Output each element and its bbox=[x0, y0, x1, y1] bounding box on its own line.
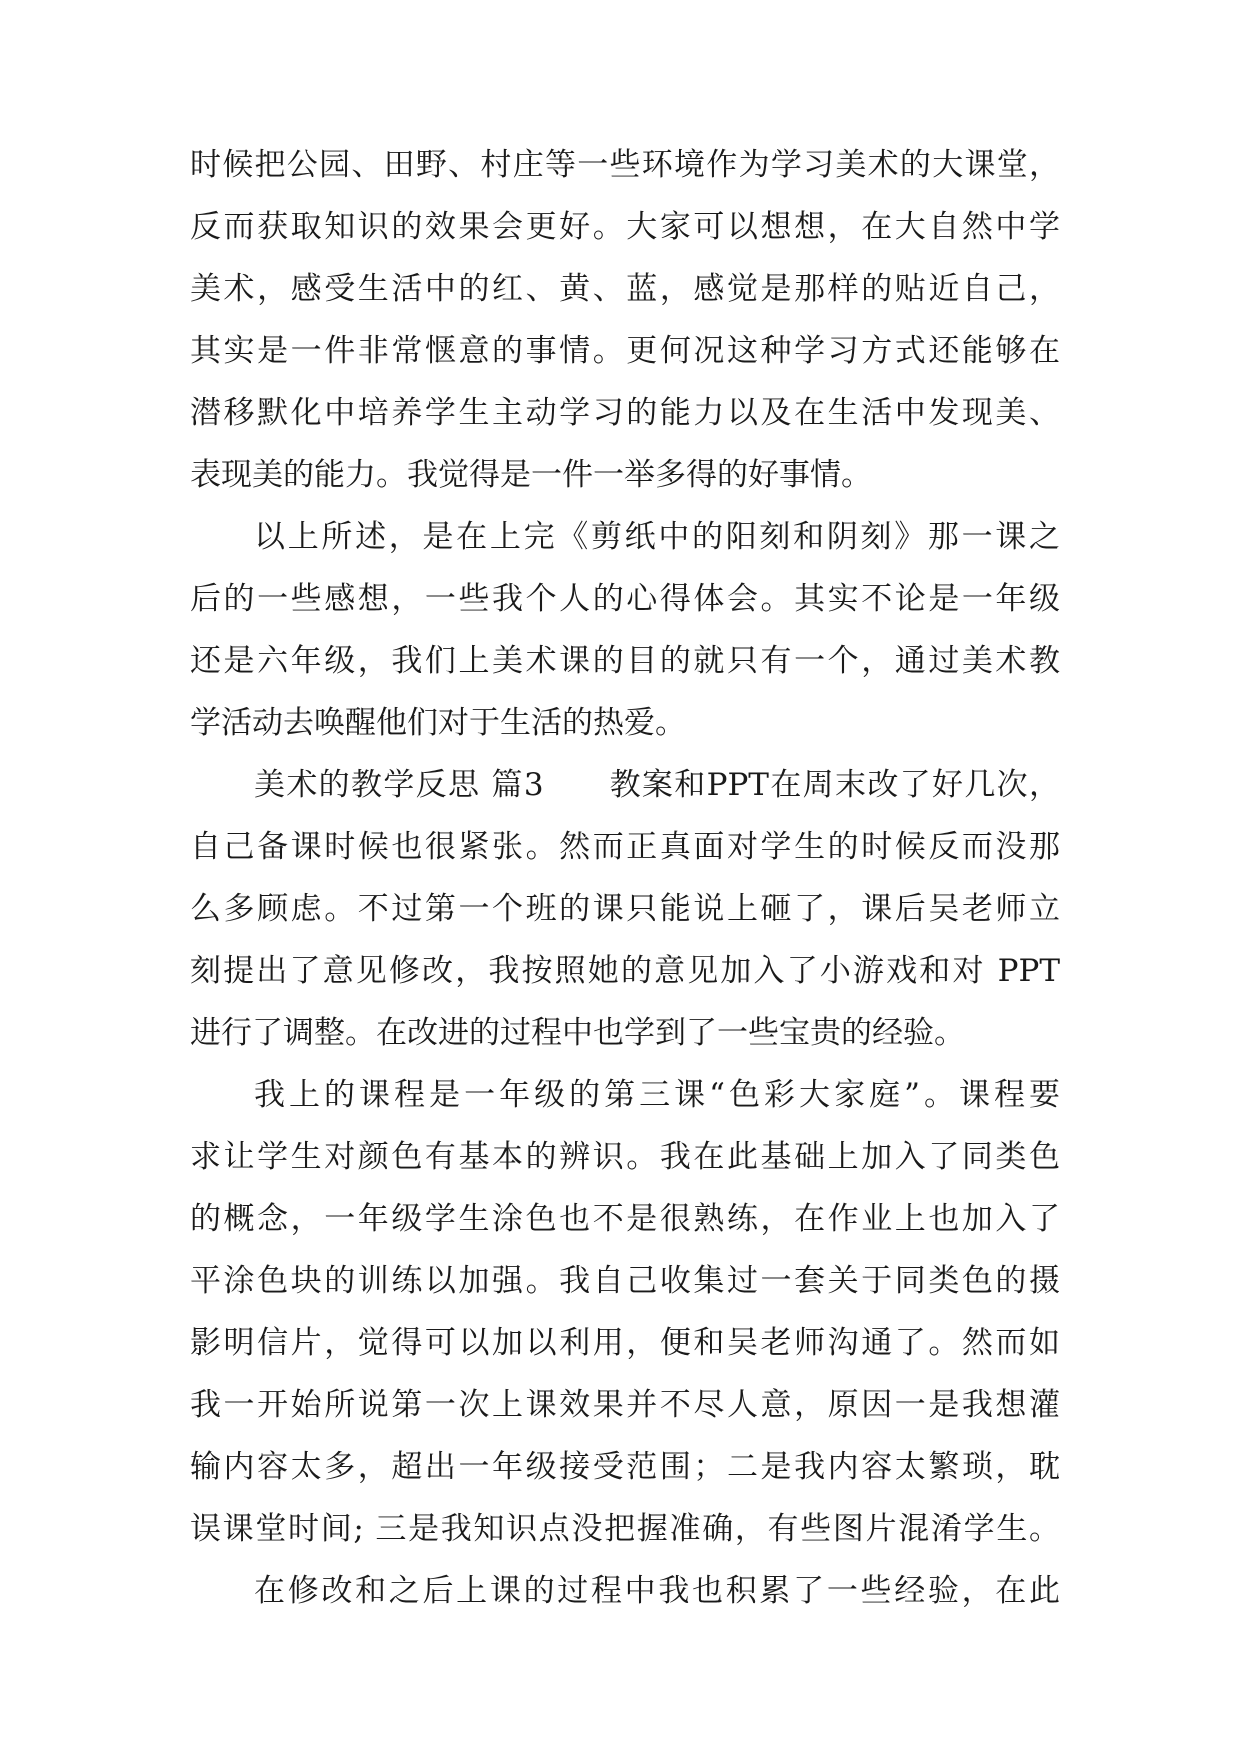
text-line: 在修改和之后上课的过程中我也积累了一些经验，在此 bbox=[254, 1573, 1060, 1609]
text-line: 后的一些感想，一些我个人的心得体会。其实不论是一年级 bbox=[190, 581, 1060, 617]
text-line: 影明信片，觉得可以加以利用，便和吴老师沟通了。然而如 bbox=[190, 1325, 1060, 1361]
text-line: 表现美的能力。我觉得是一件一举多得的好事情。 bbox=[190, 457, 872, 493]
text-line: 的概念，一年级学生涂色也不是很熟练，在作业上也加入了 bbox=[190, 1201, 1060, 1237]
text-line: 自己备课时候也很紧张。然而正真面对学生的时候反而没那 bbox=[190, 829, 1060, 865]
text-line: 刻提出了意见修改，我按照她的意见加入了小游戏和对 PPT bbox=[190, 953, 1060, 989]
text-line: 美术，感受生活中的红、黄、蓝，感觉是那样的贴近自己， bbox=[190, 271, 1060, 307]
text-line: 平涂色块的训练以加强。我自己收集过一套关于同类色的摄 bbox=[190, 1263, 1060, 1299]
text-line: 进行了调整。在改进的过程中也学到了一些宝贵的经验。 bbox=[190, 1015, 965, 1051]
text-line: 以上所述，是在上完《剪纸中的阳刻和阴刻》那一课之 bbox=[254, 519, 1060, 555]
text-line: 求让学生对颜色有基本的辨识。我在此基础上加入了同类色 bbox=[190, 1139, 1060, 1175]
text-line: 潜移默化中培养学生主动学习的能力以及在生活中发现美、 bbox=[190, 395, 1060, 431]
text-line: 误课堂时间; 三是我知识点没把握准确，有些图片混淆学生。 bbox=[190, 1511, 1060, 1547]
text-line: 还是六年级，我们上美术课的目的就只有一个，通过美术教 bbox=[190, 643, 1060, 679]
text-line: 么多顾虑。不过第一个班的课只能说上砸了，课后吴老师立 bbox=[190, 891, 1060, 927]
text-line: 输内容太多，超出一年级接受范围；二是我内容太繁琐，耽 bbox=[190, 1449, 1060, 1485]
text-line: 其实是一件非常惬意的事情。更何况这种学习方式还能够在 bbox=[190, 333, 1060, 369]
body-text bbox=[190, 134, 1060, 1622]
text-line: 美术的教学反思 篇3 教案和PPT在周末改了好几次， bbox=[254, 767, 1060, 803]
text-line: 时候把公园、田野、村庄等一些环境作为学习美术的大课堂， bbox=[190, 147, 1060, 183]
text-line: 我上的课程是一年级的第三课“色彩大家庭”。课程要 bbox=[254, 1077, 1060, 1113]
text-line: 学活动去唤醒他们对于生活的热爱。 bbox=[190, 705, 686, 741]
text-line: 我一开始所说第一次上课效果并不尽人意，原因一是我想灌 bbox=[190, 1387, 1060, 1423]
text-line: 反而获取知识的效果会更好。大家可以想想，在大自然中学 bbox=[190, 209, 1060, 245]
